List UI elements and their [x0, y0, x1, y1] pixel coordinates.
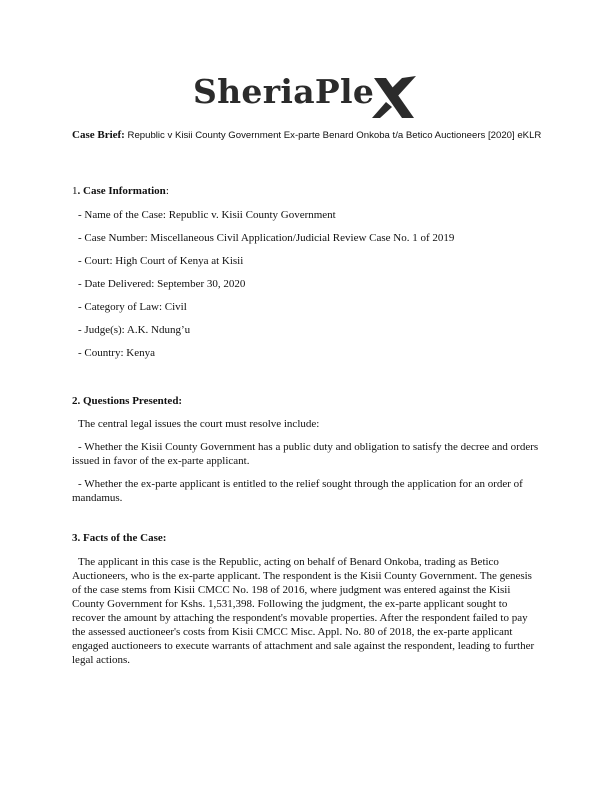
section-facts-heading: 3. Facts of the Case:: [72, 532, 167, 544]
section-questions-heading: 2. Questions Presented:: [72, 395, 183, 407]
document-body: [72, 184, 542, 667]
case-info-item: - Date Delivered: September 30, 2020: [78, 278, 246, 290]
section-number: 1: [72, 185, 78, 197]
facts-paragraph: The applicant in this case is the Republic, acting on behalf of Benard Onkoba, trading as Betico Auctioneers, who is the ex-parte applicant. The respondent is the Kisii County Government. The genesis of the case stems from Kisii CMCC No. 198 of 2016, where judgment was entered against the Kisii County Government for Kshs. 1,531,398. Following the judgment, the ex-parte applicant sought to recover the amount by attaching the respondent's movable properties. After the respondent failed to pay the assessed auctioneer's costs from Kisii CMCC Misc. Appl. No. 80 of 2018, the ex-parte applicant engaged auctioneers to execute warrants of attachment and sale against the respondent, leading to further legal actions.: [72, 556, 535, 666]
question-item: - Whether the ex-parte applicant is entitled to the relief sought through the application for an order of mandamus.: [72, 478, 523, 504]
x-stroke-tail: [372, 102, 392, 118]
case-brief-label: Case Brief:: [72, 129, 125, 141]
case-info-item: - Judge(s): A.K. Ndung’u: [78, 324, 191, 336]
section-colon: :: [165, 185, 169, 197]
question-item: - Whether the Kisii County Government has a public duty and obligation to satisfy the decree and orders issued in favor of the ex-parte applicant.: [72, 441, 539, 467]
case-info-item: - Case Number: Miscellaneous Civil Application/Judicial Review Case No. 1 of 2019: [78, 232, 455, 244]
case-brief-title: Republic v Kisii County Government Ex-parte Benard Onkoba t/a Betico Auctioneers [2020] eKLR: [127, 130, 542, 141]
sheriaplex-logo: [0, 70, 612, 126]
section-case-information-heading: [72, 184, 542, 198]
case-info-item: - Name of the Case: Republic v. Kisii County Government: [78, 209, 336, 221]
case-info-item: - Country: Kenya: [78, 347, 155, 359]
section-title: . Case Information: [77, 185, 166, 197]
case-info-item: - Category of Law: Civil: [78, 301, 187, 313]
case-brief-heading: [72, 128, 542, 143]
logo-text: SheriaPle: [193, 72, 375, 111]
x-logo-mark-icon: [372, 74, 416, 120]
case-info-item: - Court: High Court of Kenya at Kisii: [78, 255, 244, 267]
questions-intro: The central legal issues the court must resolve include:: [78, 418, 320, 430]
